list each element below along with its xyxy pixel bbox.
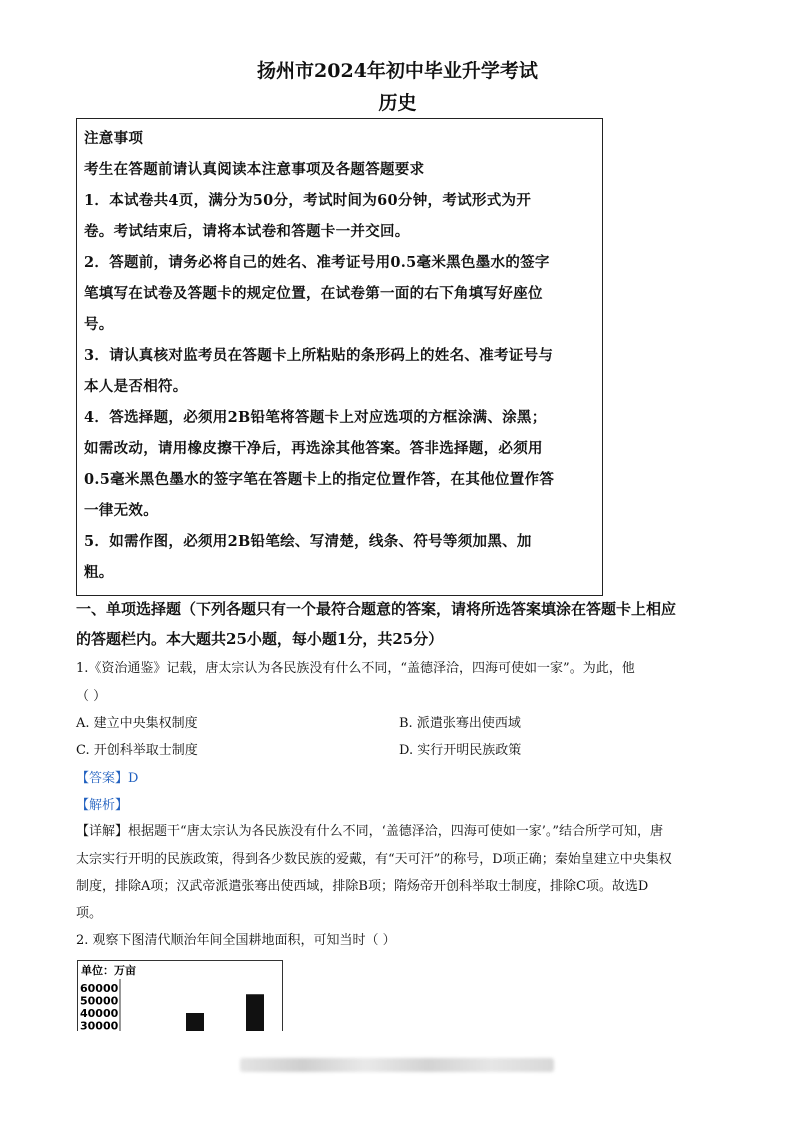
detail-text: 项。	[76, 906, 103, 921]
notice-line: 0.5毫米黑色墨水的签字笔在答题卡上的指定位置作答，在其他位置作答	[84, 471, 555, 488]
notice-line: 一律无效。	[84, 502, 158, 519]
chart-svg	[78, 961, 282, 1031]
notice-line: 号。	[84, 316, 114, 333]
notice-line: 如需改动，请用橡皮擦干净后，再选涂其他答案。答非选择题，必须用	[84, 440, 543, 457]
y-tick-label: 30000	[80, 1019, 119, 1031]
answer-label: 【答案】D	[76, 771, 139, 786]
y-tick-label: 50000	[80, 994, 119, 1008]
option-c: C. 开创科举取士制度	[76, 743, 198, 758]
blurred-footer	[240, 1058, 554, 1072]
question-2-stem: 2. 观察下图清代顺治年间全国耕地面积，可知当时（ ）	[76, 933, 396, 948]
section-heading: 一、单项选择题（下列各题只有一个最符合题意的答案，请将所选答案填涂在答题卡上相应	[76, 600, 677, 618]
notice-line: 笔填写在试卷及答题卡的规定位置，在试卷第一面的右下角填写好座位	[84, 285, 543, 302]
option-b: B. 派遣张骞出使西域	[399, 716, 521, 731]
notice-line: 3．请认真核对监考员在答题卡上所粘贴的条形码上的姓名、准考证号与	[84, 347, 554, 364]
y-tick-label: 60000	[80, 982, 119, 995]
notice-line: 4．答选择题，必须用2B铅笔将答题卡上对应选项的方框涂满、涂黑；	[84, 409, 547, 426]
notice-heading: 注意事项	[84, 130, 144, 147]
detail-text: 太宗实行开明的民族政策，得到各少数民族的爱戴，有“天可汗”的称号，D项正确；秦始皇建立中央集权	[76, 852, 672, 867]
notice-line: 本人是否相符。	[84, 378, 188, 395]
analysis-label: 【解析】	[76, 798, 129, 813]
question-1-stem: 1.《资治通鉴》记载，唐太宗认为各民族没有什么不同，“盖德泽洽，四海可使如一家”。为此，他	[76, 661, 635, 676]
detail-text: 制度，排除A项；汉武帝派遣张骞出使西域，排除B项；隋炀帝开创科举取士制度，排除C项。故选D	[76, 879, 649, 894]
option-d: D. 实行开明民族政策	[399, 743, 522, 758]
notice-line: 考生在答题前请认真阅读本注意事项及各题答题要求	[84, 161, 425, 178]
exam-subject: 历史	[378, 92, 417, 114]
notice-line: 1．本试卷共4页，满分为50分，考试时间为60分钟，考试形式为开	[84, 192, 532, 209]
question-1-blank: （ ）	[76, 689, 107, 704]
y-tick-label: 40000	[80, 1007, 119, 1020]
notice-line: 5．如需作图，必须用2B铅笔绘、写清楚，线条、符号等须加黑、加	[84, 533, 532, 550]
section-heading: 的答题栏内。本大题共25小题，每小题1分，共25分）	[76, 630, 444, 648]
chart-bar	[186, 1013, 204, 1031]
chart-title: 单位：万亩	[81, 964, 136, 977]
notice-line: 粗。	[84, 564, 114, 581]
exam-title: 扬州市2024年初中毕业升学考试	[257, 60, 538, 82]
option-a: A. 建立中央集权制度	[76, 716, 198, 731]
notice-line: 2．答题前，请务必将自己的姓名、准考证号用0.5毫米黑色墨水的签字	[84, 254, 550, 271]
detail-text: 【详解】根据题干“唐太宗认为各民族没有什么不同，‘盖德泽洽，四海可使如一家’。”结合所学可知，唐	[76, 824, 664, 839]
farmland-chart	[77, 960, 283, 1031]
notice-box	[76, 118, 603, 596]
notice-line: 卷。考试结束后，请将本试卷和答题卡一并交回。	[84, 223, 410, 240]
chart-bar	[246, 994, 264, 1031]
